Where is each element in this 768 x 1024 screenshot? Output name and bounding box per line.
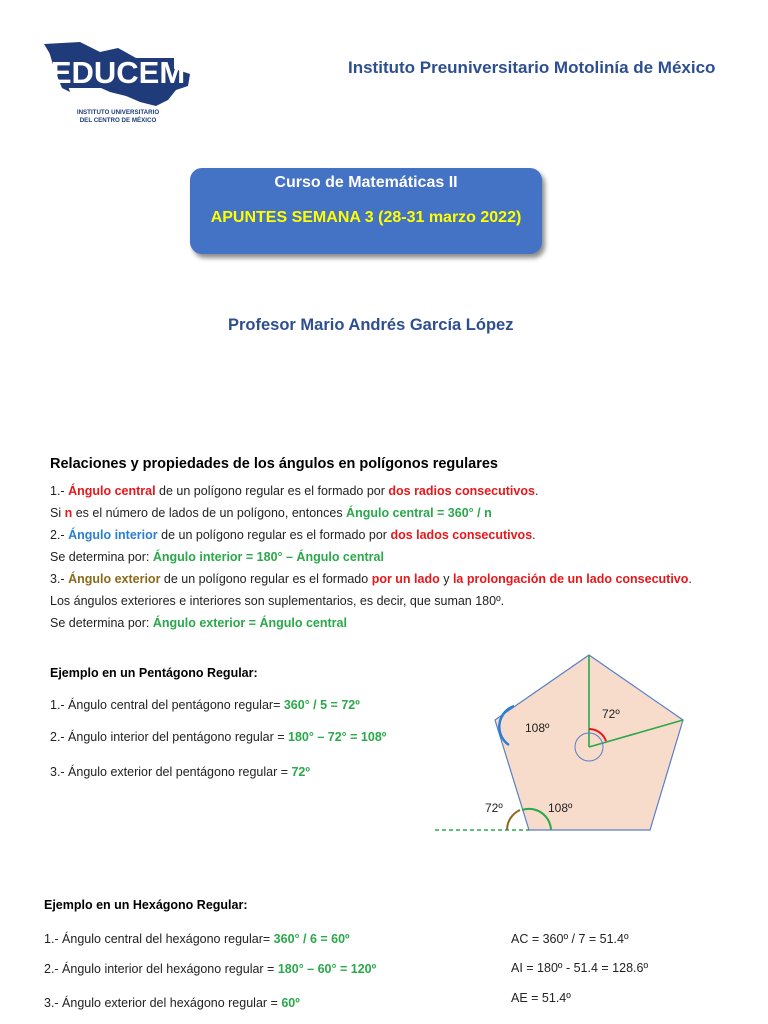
result: 60º	[281, 996, 300, 1010]
text: 1.-	[50, 484, 69, 498]
text: .	[532, 528, 536, 542]
side-note-central: AC = 360º / 7 = 51.4º	[511, 932, 629, 946]
text: 3.- Ángulo exterior del pentágono regular =	[50, 765, 292, 779]
pentagon-exterior	[50, 765, 310, 779]
text: 3.- Ángulo exterior del hexágono regular =	[44, 996, 282, 1010]
mexico-map-icon	[40, 38, 195, 143]
pentagon-heading: Ejemplo en un Pentágono Regular:	[50, 666, 258, 680]
text: 1.- Ángulo central del pentágono regular=	[50, 698, 284, 712]
result: 360° / 5 = 72º	[283, 698, 360, 712]
formula: Ángulo interior = 180° – Ángulo central	[152, 550, 384, 564]
label-exterior: 72º	[485, 801, 503, 815]
educem-logo	[40, 38, 195, 143]
text: 2.- Ángulo interior del hexágono regular =	[44, 962, 278, 976]
hexagon-interior	[44, 962, 376, 976]
institute-name: Instituto Preuniversitario Motolinía de México	[348, 58, 716, 77]
text: Si	[50, 506, 65, 520]
definition-interior	[50, 528, 536, 542]
label-interior: 108º	[525, 721, 550, 735]
exterior-angle-arc	[507, 810, 520, 830]
result: 180° – 60° = 120º	[277, 962, 377, 976]
text: de un polígono regular es el formado por	[155, 484, 389, 498]
formula-central	[50, 506, 492, 520]
text: Se determina por:	[50, 550, 153, 564]
text: .	[534, 484, 539, 498]
result: 180° – 72° = 108º	[288, 730, 387, 744]
term-exterior: Ángulo exterior	[68, 572, 161, 586]
side-note-interior: AI = 180º - 51.4 = 128.6º	[511, 961, 649, 975]
logo-wordmark: EDUCEM	[50, 55, 186, 90]
definition-exterior	[50, 572, 692, 586]
pentagon-figure	[420, 640, 720, 840]
hexagon-central	[44, 932, 350, 946]
formula: Ángulo exterior = Ángulo central	[152, 616, 347, 630]
result: 360° / 6 = 60º	[273, 932, 350, 946]
term-radios: dos radios consecutivos	[388, 484, 535, 498]
result: 72º	[291, 765, 310, 779]
text: de un polígono regular es el formado por	[157, 528, 391, 542]
pentagon-interior	[50, 730, 386, 744]
course-title: Curso de Matemáticas II	[274, 174, 458, 191]
course-banner	[190, 168, 542, 254]
formula: Ángulo central = 360° / n	[346, 506, 492, 520]
logo-subtitle-2: DEL CENTRO DE MÉXICO	[79, 117, 157, 124]
supplementary-note: Los ángulos exteriores e interiores son suplementarios, es decir, que suman 180º.	[50, 594, 505, 608]
text: .	[688, 572, 692, 586]
text: 1.- Ángulo central del hexágono regular=	[44, 932, 274, 946]
hexagon-exterior	[44, 996, 300, 1010]
text: y	[439, 572, 453, 586]
term-lados: dos lados consecutivos	[390, 528, 533, 542]
professor-name: Profesor Mario Andrés García López	[228, 316, 514, 334]
text: 3.-	[50, 572, 69, 586]
formula-exterior	[50, 616, 347, 630]
label-central: 72º	[602, 707, 620, 721]
definition-central	[50, 484, 538, 498]
side-note-exterior: AE = 51.4º	[511, 991, 571, 1005]
pentagon-central	[50, 698, 360, 712]
hexagon-heading: Ejemplo en un Hexágono Regular:	[44, 898, 248, 912]
text: es el número de lados de un polígono, entonces	[72, 506, 347, 520]
term-prolongacion: la prolongación de un lado consecutivo	[452, 572, 689, 586]
term-central: Ángulo central	[68, 484, 156, 498]
label-interior-bottom: 108º	[548, 801, 573, 815]
term-lado: por un lado	[371, 572, 440, 586]
variable-n: n	[64, 506, 73, 520]
text: Se determina por:	[50, 616, 153, 630]
text: 2.- Ángulo interior del pentágono regular =	[50, 730, 289, 744]
text: de un polígono regular es el formado	[160, 572, 372, 586]
term-interior: Ángulo interior	[68, 528, 158, 542]
logo-subtitle-1: INSTITUTO UNIVERSITARIO	[76, 109, 160, 116]
course-subtitle: APUNTES SEMANA 3 (28-31 marzo 2022)	[210, 209, 522, 226]
formula-interior	[50, 550, 384, 564]
text: 2.-	[50, 528, 69, 542]
section-heading: Relaciones y propiedades de los ángulos en polígonos regulares	[50, 456, 498, 472]
